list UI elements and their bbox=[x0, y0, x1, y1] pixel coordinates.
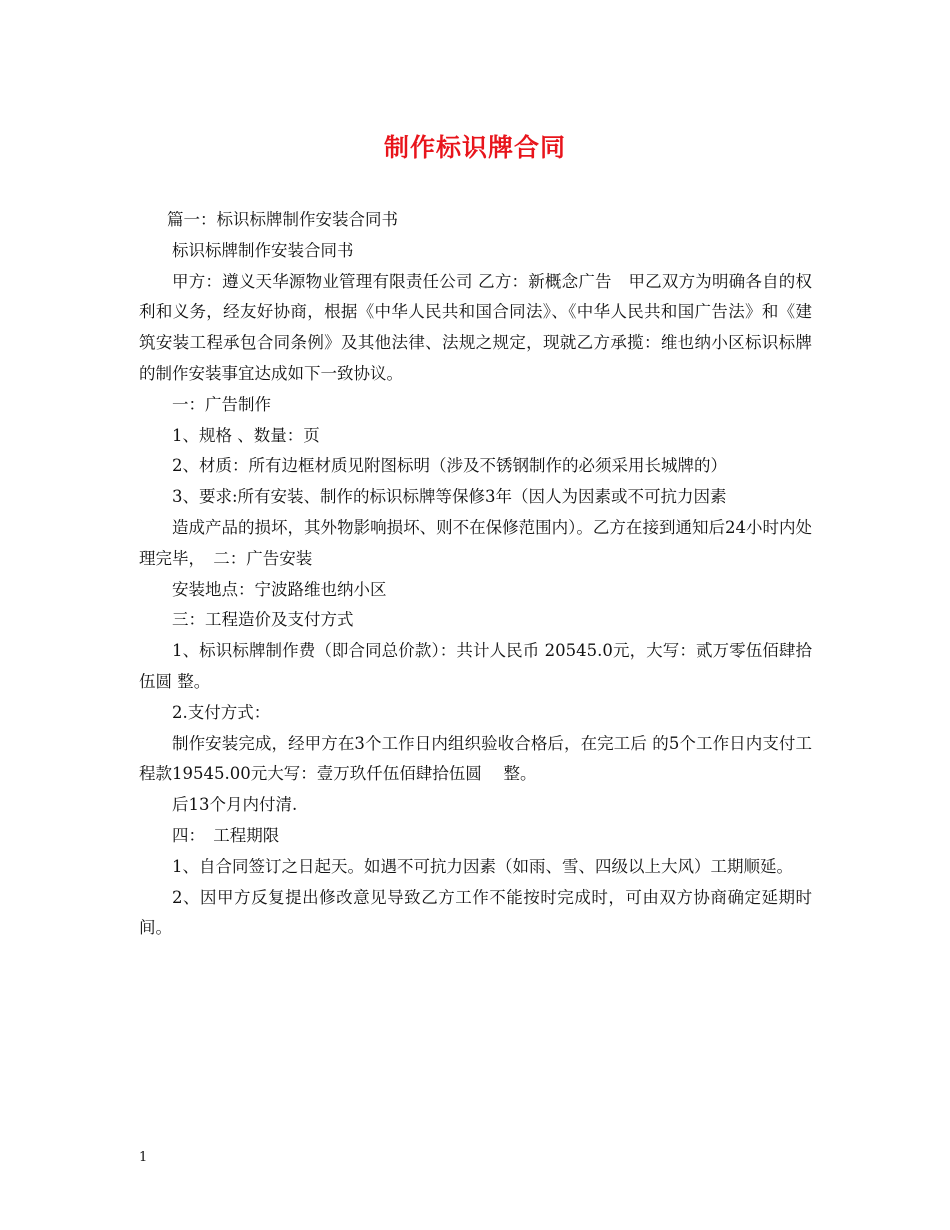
paragraph-item: 2、因甲方反复提出修改意见导致乙方工作不能按时完成时，可由双方协商确定延期时间。 bbox=[139, 887, 812, 938]
paragraph-item: 2.支付方式： bbox=[172, 702, 271, 722]
paragraph-clause-heading: 三：工程造价及支付方式 bbox=[172, 610, 354, 630]
paragraph-parties: 甲方：遵义天华源物业管理有限责任公司 乙方：新概念广告 甲乙双方为明确各自的权利和义务，经友好协商，根据《中华人民共和国合同法》、《中华人民共和国广告法》和《建筑安装工程承包合同条例》及其他法律、法规之规定，现就乙方承揽：维也纳小区标识标牌 的制作安装事宜达成如下一致协议。 bbox=[139, 271, 812, 383]
document-body bbox=[139, 205, 812, 944]
paragraph-item: 3、要求:所有安装、制作的标识标牌等保修3年（因人为因素或不可抗力因素 bbox=[172, 487, 727, 507]
paragraph-item: 后13个月内付清. bbox=[172, 795, 298, 815]
document-title: 制作标识牌合同 bbox=[383, 133, 566, 162]
paragraph-item: 2、材质：所有边框材质见附图标明（涉及不锈钢制作的必须采用长城牌的） bbox=[172, 456, 727, 476]
paragraph-item: 造成产品的损坏，其外物影响损坏、则不在保修范围内）。乙方在接到通知后24小时内处理完毕， 二：广告安装 bbox=[139, 517, 812, 568]
paragraph-item: 制作安装完成，经甲方在3个工作日内组织验收合格后，在完工后 的5个工作日内支付工程款19545.00元大写：壹万玖仟伍佰肆拾伍圆 整。 bbox=[139, 733, 812, 784]
paragraph-section-heading: 篇一：标识标牌制作安装合同书 bbox=[167, 210, 399, 229]
paragraph-clause-heading: 四： 工程期限 bbox=[172, 825, 280, 845]
paragraph-item: 安装地点：宁波路维也纳小区 bbox=[172, 579, 387, 599]
paragraph-item: 1、自合同签订之日起天。如遇不可抗力因素（如雨、雪、四级以上大风）工期顺延。 bbox=[172, 856, 793, 876]
paragraph-clause-heading: 一：广告制作 bbox=[172, 394, 271, 414]
paragraph-subtitle: 标识标牌制作安装合同书 bbox=[172, 240, 354, 260]
page-number: 1 bbox=[139, 1150, 148, 1165]
paragraph-item: 1、标识标牌制作费（即合同总价款）：共计人民币 20545.0元，大写：贰万零伍佰肆拾伍圆 整。 bbox=[139, 641, 812, 691]
paragraph-item: 1、规格 、数量：页 bbox=[172, 425, 320, 445]
